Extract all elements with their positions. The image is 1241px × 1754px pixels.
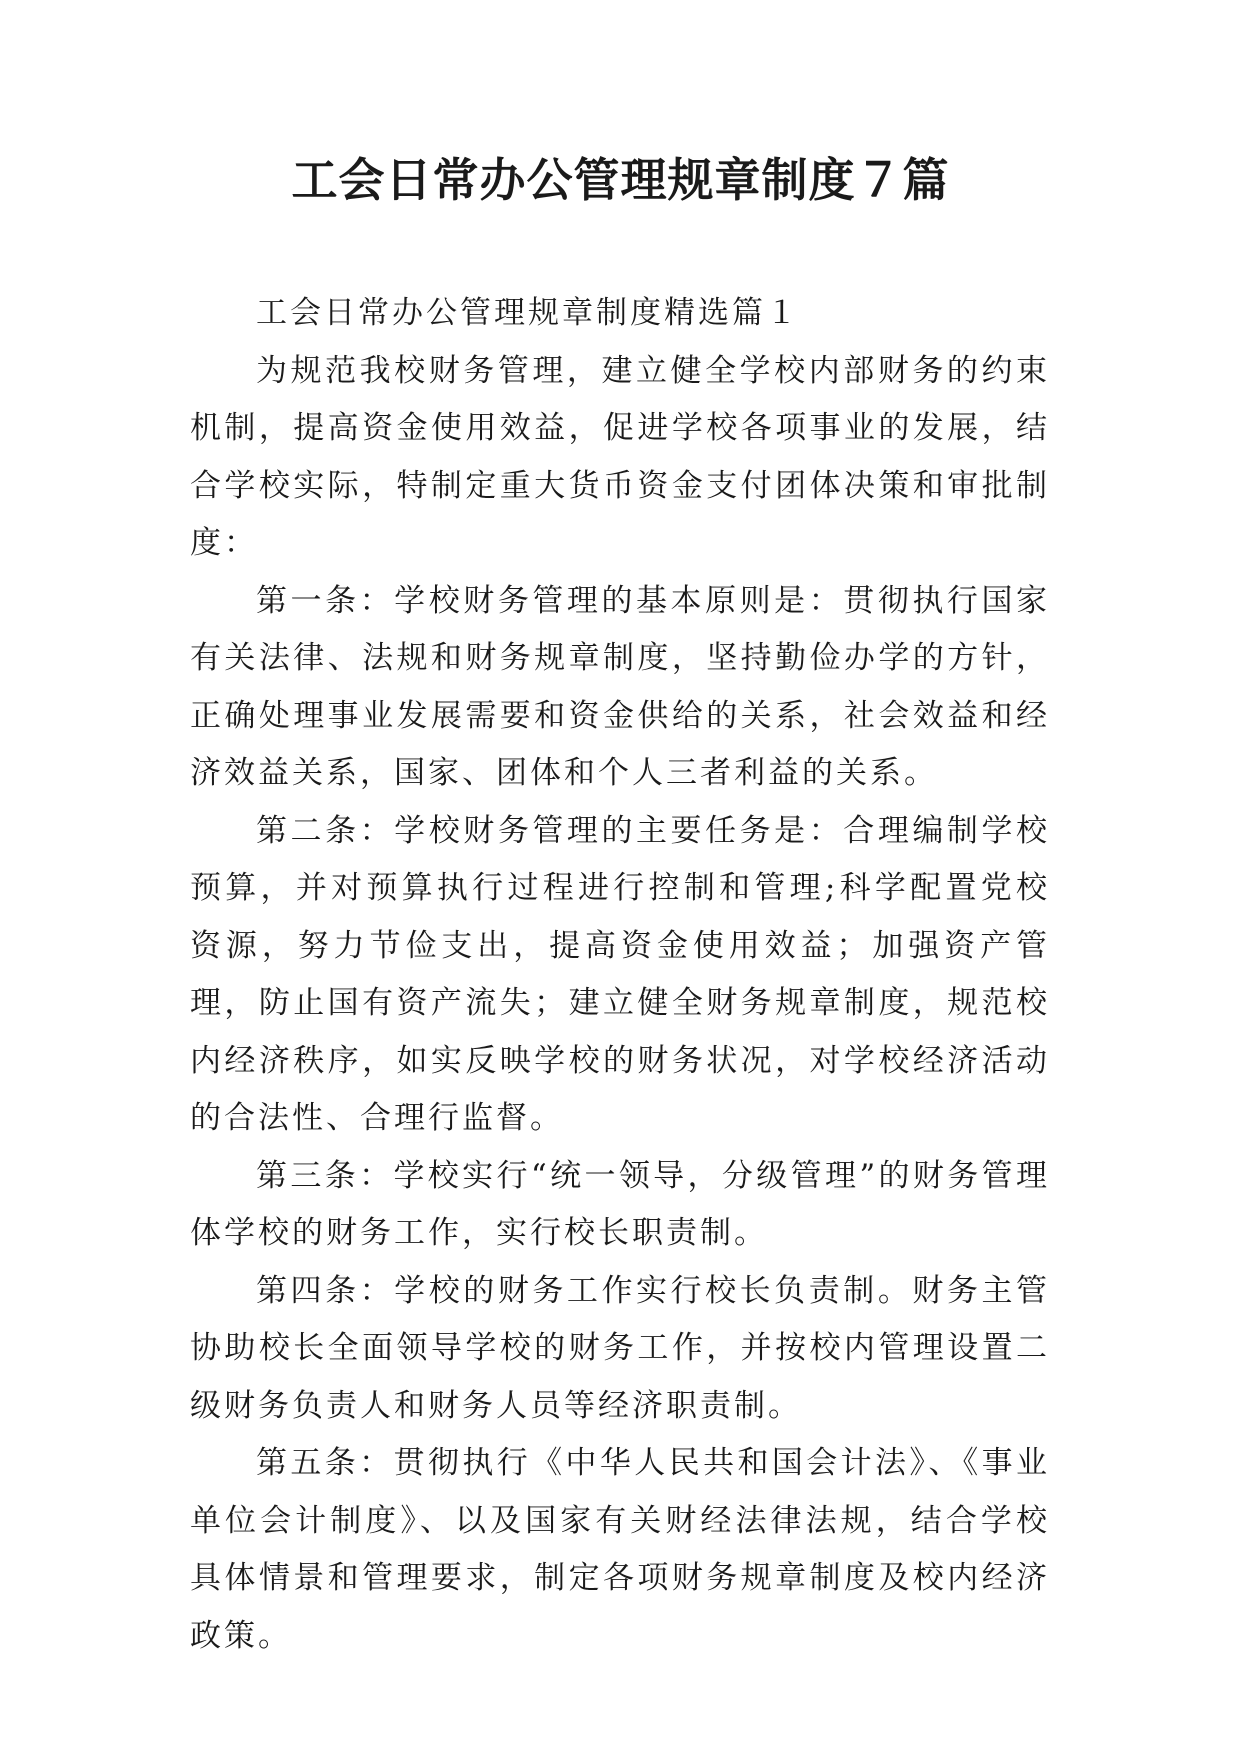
section-heading: 工会日常办公管理规章制度精选篇１ — [256, 295, 800, 331]
document-body — [190, 285, 1050, 1665]
paragraph-article-5: 第五条：贯彻执行《中华人民共和国会计法》、《事业单位会计制度》、以及国家有关财经法律法规，结合学校具体情景和管理要求，制定各项财务规章制度及校内经济政策。 — [190, 1445, 1050, 1654]
paragraph-intro: 为规范我校财务管理，建立健全学校内部财务的约束机制，提高资金使用效益，促进学校各项事业的发展，结合学校实际，特制定重大货币资金支付团体决策和审批制度： — [190, 352, 1050, 561]
paragraph-article-4: 第四条：学校的财务工作实行校长负责制。财务主管协助校长全面领导学校的财务工作，并按校内管理设置二级财务负责人和财务人员等经济职责制。 — [190, 1272, 1050, 1424]
document-title: 工会日常办公管理规章制度７篇 — [291, 153, 950, 207]
paragraph-article-2: 第二条：学校财务管理的主要任务是：合理编制学校预算，并对预算执行过程进行控制和管理;科学配置党校资源，努力节俭支出，提高资金使用效益；加强资产管理，防止国有资产流失；建立健全财务规章制度，规范校内经济秩序，如实反映学校的财务状况，对学校经济活动的合法性、合理行监督。 — [190, 812, 1050, 1136]
paragraph-article-3: 第三条：学校实行“统一领导，分级管理”的财务管理体学校的财务工作，实行校长职责制。 — [190, 1157, 1050, 1251]
paragraph-article-1: 第一条：学校财务管理的基本原则是：贯彻执行国家有关法律、法规和财务规章制度，坚持勤俭办学的方针，正确处理事业发展需要和资金供给的关系，社会效益和经济效益关系，国家、团体和个人三者利益的关系。 — [190, 582, 1050, 791]
